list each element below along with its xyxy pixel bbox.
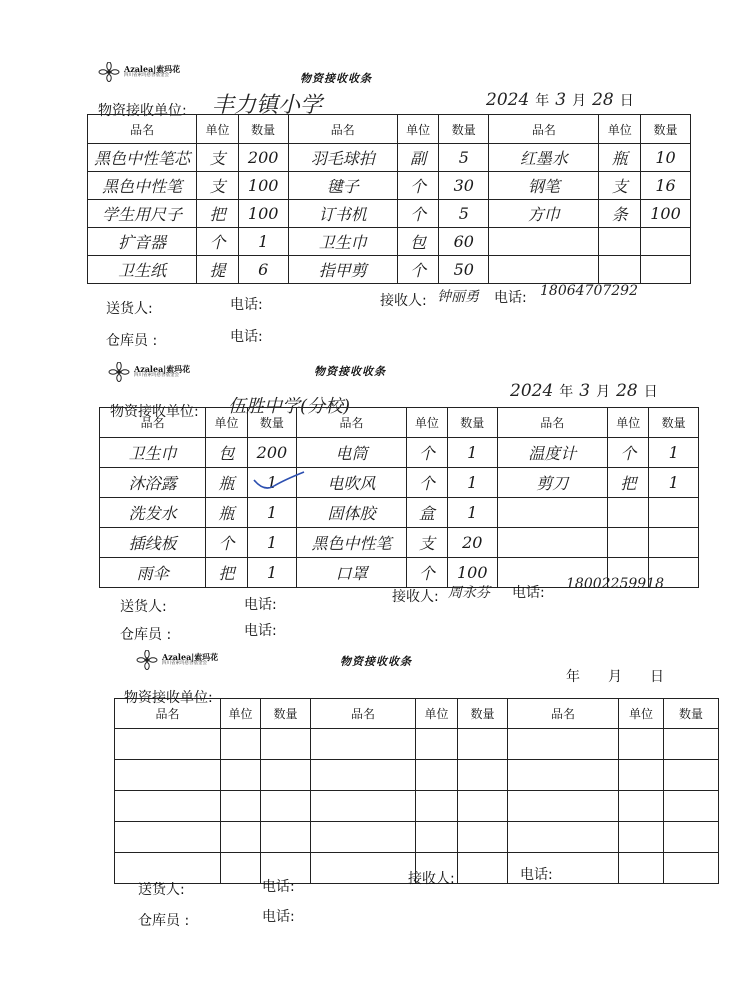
keeper-phone-label: 电话: (262, 909, 295, 925)
header-cell: 单位 (619, 699, 664, 729)
item-unit-cell: 包 (206, 438, 247, 468)
header-cell: 数量 (641, 115, 691, 144)
header-cell: 品名 (489, 115, 599, 144)
item-name-cell: 黑色中性笔芯 (88, 144, 197, 172)
item-unit-cell: 支 (197, 172, 239, 200)
item-name-cell: 毽子 (288, 172, 397, 200)
item-unit-cell (416, 729, 458, 760)
item-name-cell: 洗发水 (100, 498, 206, 528)
sender-label: 送货人: (106, 301, 153, 317)
item-qty-cell (458, 760, 508, 791)
item-name-cell (508, 791, 619, 822)
sender-label: 送货人: (138, 882, 185, 898)
brand-name: Azalea|索玛花 (124, 64, 181, 75)
item-unit-cell (619, 822, 664, 853)
brand-logo (108, 362, 190, 382)
table-header-row (115, 699, 719, 729)
item-unit-cell (599, 228, 641, 256)
form-title: 物资接收收条 (300, 72, 372, 85)
date-month: 3 (555, 90, 567, 110)
item-qty-cell: 200 (247, 438, 297, 468)
item-qty-cell (641, 256, 691, 284)
receiver-phone-label: 电话: (494, 290, 527, 306)
item-qty-cell: 20 (447, 528, 497, 558)
azalea-flower-icon (136, 650, 158, 670)
item-name-cell: 电吹风 (297, 468, 406, 498)
item-qty-cell (649, 498, 699, 528)
item-qty-cell: 1 (247, 498, 297, 528)
item-qty-cell: 1 (649, 468, 699, 498)
brand-subtitle: 四川省索玛慈善基金会 (134, 373, 179, 379)
table-header-row (100, 408, 699, 438)
item-unit-cell: 副 (397, 144, 439, 172)
brand-subtitle: 四川省索玛慈善基金会 (124, 73, 169, 79)
header-cell: 品名 (497, 408, 608, 438)
item-unit-cell: 支 (406, 528, 447, 558)
header-cell: 单位 (416, 699, 458, 729)
item-unit-cell: 个 (397, 200, 439, 228)
receiver-label: 接收人: (380, 293, 427, 309)
item-qty-cell: 16 (641, 172, 691, 200)
item-unit-cell (221, 760, 261, 791)
item-name-cell: 卫生纸 (88, 256, 197, 284)
header-cell: 单位 (406, 408, 447, 438)
date-month: 3 (579, 381, 591, 401)
table-row (88, 228, 691, 256)
item-unit-cell: 瓶 (206, 468, 247, 498)
item-qty-cell: 10 (641, 144, 691, 172)
header-cell: 数量 (664, 699, 719, 729)
item-name-cell: 钢笔 (489, 172, 599, 200)
item-name-cell (508, 729, 619, 760)
items-table (99, 407, 699, 588)
table-row (88, 200, 691, 228)
pen-check-mark (252, 470, 306, 496)
item-unit-cell (608, 528, 649, 558)
header-cell: 品名 (311, 699, 416, 729)
brand-name: Azalea|索玛花 (162, 652, 219, 663)
item-qty-cell: 1 (649, 438, 699, 468)
header-cell: 数量 (458, 699, 508, 729)
item-name-cell (115, 760, 221, 791)
item-unit-cell (608, 498, 649, 528)
year-label: 年 (535, 93, 550, 109)
table-row (100, 528, 699, 558)
item-qty-cell (664, 729, 719, 760)
keeper-label: 仓库员 : (120, 627, 172, 643)
item-qty-cell (261, 791, 311, 822)
item-qty-cell: 100 (641, 200, 691, 228)
header-cell: 单位 (397, 115, 439, 144)
item-name-cell (311, 853, 416, 884)
item-qty-cell (458, 729, 508, 760)
header-cell: 单位 (197, 115, 239, 144)
item-unit-cell (599, 256, 641, 284)
item-name-cell: 指甲剪 (288, 256, 397, 284)
unit-value: 伍胜中学(分校) (228, 396, 351, 417)
item-qty-cell: 5 (439, 144, 489, 172)
brand-logo (136, 650, 218, 670)
item-qty-cell: 60 (439, 228, 489, 256)
item-unit-cell: 盒 (406, 498, 447, 528)
brand-subtitle: 四川省索玛慈善基金会 (162, 661, 207, 667)
table-row (115, 822, 719, 853)
item-qty-cell: 1 (447, 468, 497, 498)
item-name-cell: 卫生巾 (100, 438, 206, 468)
receiver-label: 接收人: (408, 871, 455, 887)
header-cell: 品名 (88, 115, 197, 144)
header-cell: 品名 (115, 699, 221, 729)
item-name-cell (115, 729, 221, 760)
date-day: 28 (616, 381, 638, 401)
item-unit-cell: 个 (406, 558, 447, 588)
item-unit-cell (619, 853, 664, 884)
header-cell: 品名 (100, 408, 206, 438)
month-label: 月 (572, 93, 587, 109)
form-date (486, 90, 640, 110)
item-name-cell: 口罩 (297, 558, 406, 588)
item-unit-cell (619, 729, 664, 760)
item-name-cell: 羽毛球拍 (288, 144, 397, 172)
form-date (560, 666, 670, 686)
table-row (88, 144, 691, 172)
item-unit-cell: 把 (197, 200, 239, 228)
table-row (100, 498, 699, 528)
item-unit-cell: 包 (397, 228, 439, 256)
unit-value: 丰力镇小学 (212, 93, 323, 118)
table-row (115, 760, 719, 791)
item-name-cell (115, 791, 221, 822)
header-cell: 单位 (206, 408, 247, 438)
form-title: 物资接收收条 (340, 655, 412, 668)
item-qty-cell (664, 853, 719, 884)
item-name-cell: 固体胶 (297, 498, 406, 528)
item-qty-cell (664, 791, 719, 822)
form-date (510, 381, 664, 401)
item-qty-cell (261, 729, 311, 760)
item-unit-cell: 个 (197, 228, 239, 256)
table-row (115, 729, 719, 760)
receiver-phone-label: 电话: (520, 867, 553, 883)
item-name-cell: 插线板 (100, 528, 206, 558)
receiver-phone-label: 电话: (512, 585, 545, 601)
item-name-cell: 温度计 (497, 438, 608, 468)
item-name-cell: 雨伞 (100, 558, 206, 588)
item-unit-cell: 把 (608, 468, 649, 498)
unit-label: 物资接收单位: (124, 690, 213, 706)
header-cell: 数量 (447, 408, 497, 438)
item-qty-cell: 6 (238, 256, 288, 284)
item-unit-cell (416, 791, 458, 822)
item-qty-cell: 5 (439, 200, 489, 228)
month-label: 月 (596, 384, 611, 400)
header-cell: 数量 (649, 408, 699, 438)
keeper-phone-label: 电话: (244, 623, 277, 639)
item-qty-cell: 1 (247, 558, 297, 588)
sender-phone-label: 电话: (244, 597, 277, 613)
item-unit-cell: 个 (397, 172, 439, 200)
table-row (100, 468, 699, 498)
item-qty-cell (664, 822, 719, 853)
header-cell: 数量 (238, 115, 288, 144)
item-name-cell (489, 228, 599, 256)
day-label: 日 (619, 93, 634, 109)
item-name-cell (311, 729, 416, 760)
item-name-cell: 沐浴露 (100, 468, 206, 498)
item-name-cell: 方巾 (489, 200, 599, 228)
table-header-row (88, 115, 691, 144)
keeper-label: 仓库员 : (106, 333, 158, 349)
item-qty-cell: 1 (247, 528, 297, 558)
item-name-cell (508, 760, 619, 791)
date-day: 28 (592, 90, 614, 110)
items-table (114, 698, 719, 884)
header-cell: 单位 (221, 699, 261, 729)
receiver-label: 接收人: (392, 589, 439, 605)
unit-label: 物资接收单位: (110, 404, 199, 420)
item-name-cell: 扩音器 (88, 228, 197, 256)
day-label: 日 (643, 384, 658, 400)
item-qty-cell: 1 (238, 228, 288, 256)
item-unit-cell (221, 729, 261, 760)
item-qty-cell: 1 (447, 498, 497, 528)
header-cell: 品名 (508, 699, 619, 729)
sender-phone-label: 电话: (262, 879, 295, 895)
keeper-label: 仓库员 : (138, 913, 190, 929)
item-qty-cell (458, 791, 508, 822)
item-unit-cell: 把 (206, 558, 247, 588)
receiver-value: 周永芬 (448, 585, 490, 601)
item-name-cell: 学生用尺子 (88, 200, 197, 228)
item-unit-cell: 个 (406, 438, 447, 468)
form-title: 物资接收收条 (314, 365, 386, 378)
item-name-cell (489, 256, 599, 284)
item-qty-cell (261, 822, 311, 853)
item-name-cell (115, 822, 221, 853)
item-name-cell (311, 791, 416, 822)
item-qty-cell: 100 (238, 172, 288, 200)
item-name-cell: 红墨水 (489, 144, 599, 172)
receiver-phone: 18002259918 (566, 576, 664, 592)
items-table (87, 114, 691, 284)
item-qty-cell: 100 (238, 200, 288, 228)
item-unit-cell: 支 (197, 144, 239, 172)
item-unit-cell: 个 (206, 528, 247, 558)
header-cell: 数量 (439, 115, 489, 144)
item-unit-cell (619, 760, 664, 791)
header-cell: 品名 (297, 408, 406, 438)
item-name-cell: 黑色中性笔 (88, 172, 197, 200)
item-name-cell: 剪刀 (497, 468, 608, 498)
item-unit-cell: 支 (599, 172, 641, 200)
month-label: 月 (608, 669, 622, 685)
year-label: 年 (559, 384, 574, 400)
header-cell: 数量 (247, 408, 297, 438)
header-cell: 数量 (261, 699, 311, 729)
item-unit-cell (221, 791, 261, 822)
table-row (100, 438, 699, 468)
item-unit-cell: 提 (197, 256, 239, 284)
item-qty-cell (458, 853, 508, 884)
item-unit-cell (416, 822, 458, 853)
azalea-flower-icon (98, 62, 120, 82)
item-qty-cell: 1 (447, 438, 497, 468)
header-cell: 单位 (599, 115, 641, 144)
item-name-cell: 卫生巾 (288, 228, 397, 256)
item-unit-cell: 瓶 (599, 144, 641, 172)
item-unit-cell (416, 760, 458, 791)
item-qty-cell (649, 528, 699, 558)
item-qty-cell: 30 (439, 172, 489, 200)
day-label: 日 (650, 669, 664, 685)
item-qty-cell: 100 (447, 558, 497, 588)
header-cell: 品名 (288, 115, 397, 144)
item-unit-cell: 个 (397, 256, 439, 284)
brand-logo (98, 62, 180, 82)
item-unit-cell (619, 791, 664, 822)
table-row (88, 256, 691, 284)
item-name-cell: 订书机 (288, 200, 397, 228)
item-unit-cell: 个 (608, 438, 649, 468)
item-unit-cell (221, 822, 261, 853)
item-name-cell (508, 822, 619, 853)
header-cell: 单位 (608, 408, 649, 438)
item-unit-cell: 瓶 (206, 498, 247, 528)
item-unit-cell: 个 (406, 468, 447, 498)
item-qty-cell (641, 228, 691, 256)
date-year: 2024 (486, 90, 530, 110)
table-row (88, 172, 691, 200)
item-name-cell: 电筒 (297, 438, 406, 468)
year-label: 年 (566, 669, 580, 685)
item-name-cell (497, 528, 608, 558)
receiver-value: 钟丽勇 (437, 289, 479, 305)
brand-name: Azalea|索玛花 (134, 364, 191, 375)
receiver-phone: 18064707292 (540, 283, 638, 299)
item-qty-cell: 50 (439, 256, 489, 284)
item-qty-cell: 1 (247, 468, 297, 498)
item-name-cell (311, 760, 416, 791)
item-name-cell (497, 498, 608, 528)
item-unit-cell: 条 (599, 200, 641, 228)
item-qty-cell (458, 822, 508, 853)
item-qty-cell (664, 760, 719, 791)
table-row (115, 791, 719, 822)
date-year: 2024 (510, 381, 554, 401)
item-unit-cell (221, 853, 261, 884)
item-qty-cell (261, 760, 311, 791)
item-qty-cell: 200 (238, 144, 288, 172)
azalea-flower-icon (108, 362, 130, 382)
keeper-phone-label: 电话: (230, 329, 263, 345)
unit-label: 物资接收单位: (98, 103, 187, 119)
item-name-cell (311, 822, 416, 853)
sender-phone-label: 电话: (230, 297, 263, 313)
item-name-cell: 黑色中性笔 (297, 528, 406, 558)
sender-label: 送货人: (120, 599, 167, 615)
